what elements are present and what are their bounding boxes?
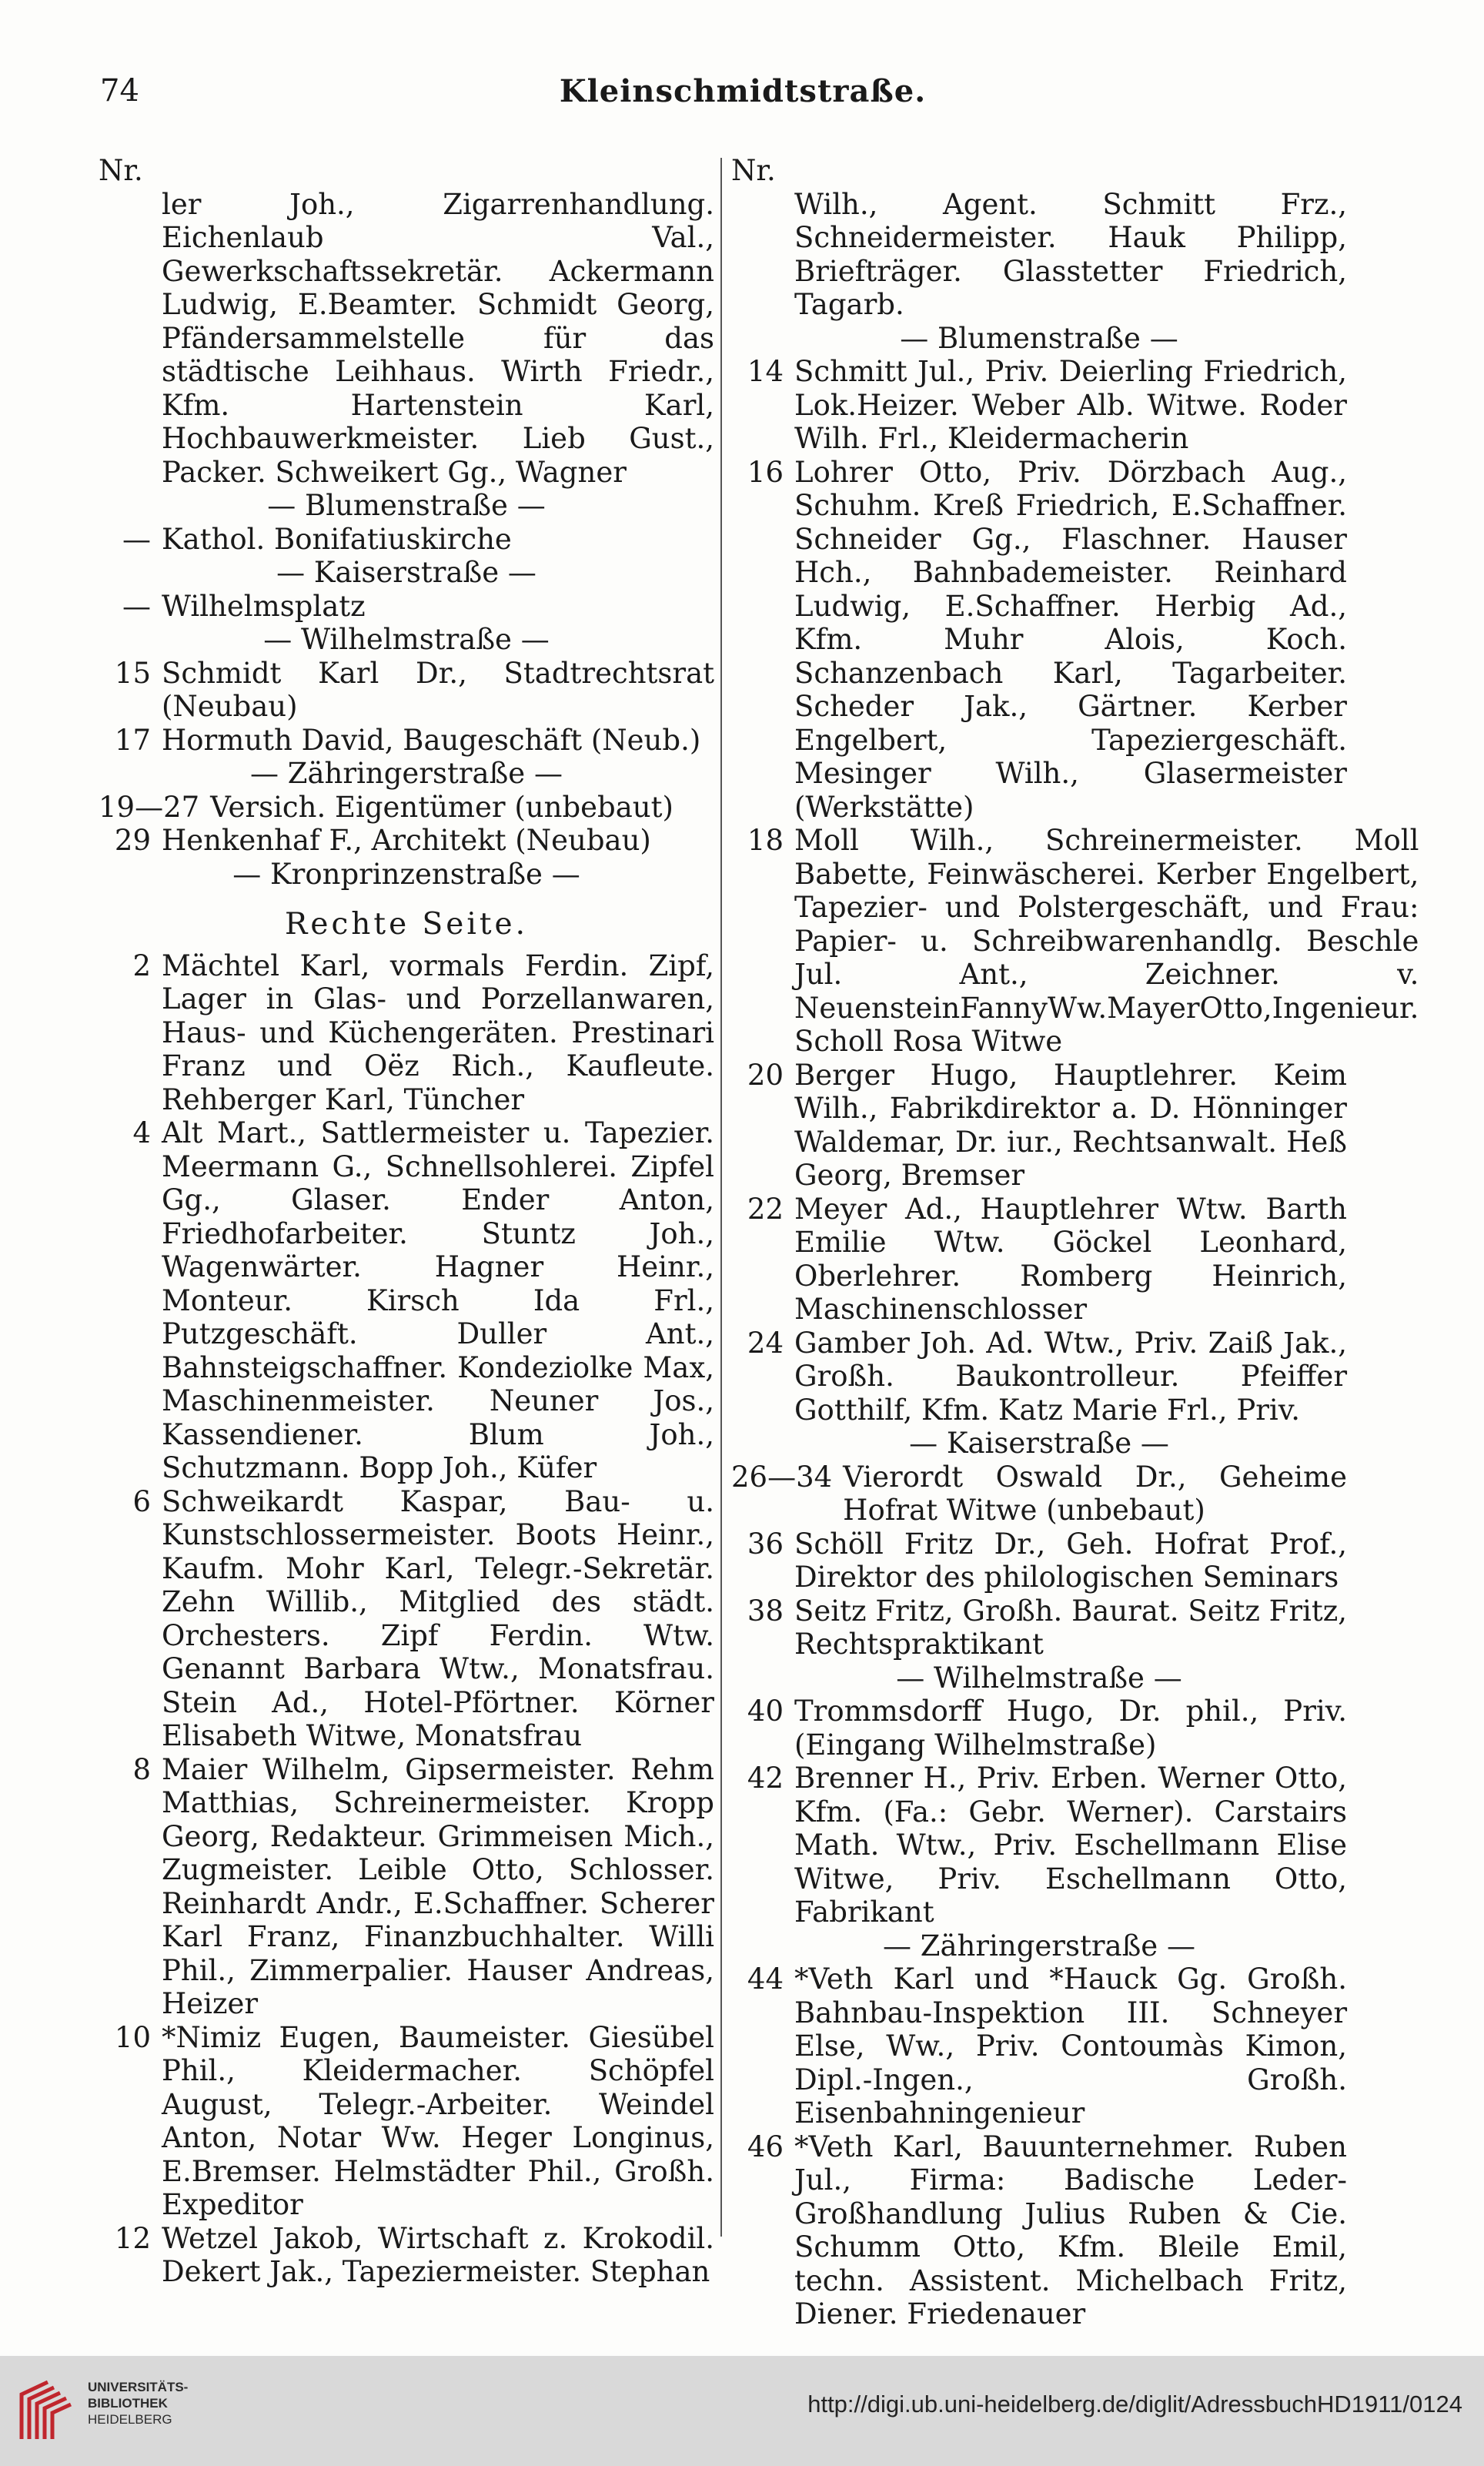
- address-entry: [731, 1695, 1347, 1762]
- entry-text: Wetzel Jakob, Wirtschaft z. Krokodil. Dekert Jak., Tapeziermeister. Stephan: [162, 2221, 714, 2288]
- house-number: 8: [132, 1752, 151, 1786]
- library-logo-text: UNIVERSITÄTS- BIBLIOTHEK HEIDELBERG: [88, 2380, 189, 2427]
- address-entry: [731, 1461, 1347, 1527]
- address-entry: [99, 1753, 714, 2021]
- library-logo[interactable]: [17, 2373, 194, 2450]
- house-number: 20: [747, 1058, 784, 1092]
- street-heading: — Blumenstraße —: [267, 489, 546, 522]
- column-divider: [720, 158, 722, 2237]
- entry-text: Gamber Joh. Ad. Wtw., Priv. Zaiß Jak., Großh. Baukontrolleur. Pfeiffer Gotthilf, Kfm. Katz Marie Frl., Priv.: [794, 1326, 1347, 1427]
- house-number: 17: [114, 723, 151, 757]
- entry-text: Schmidt Karl Dr., Stadtrechtsrat (Neubau): [162, 656, 714, 723]
- street-heading: — Blumenstraße —: [900, 321, 1178, 355]
- street-heading: — Wilhelmstraße —: [263, 623, 550, 656]
- house-number: 38: [747, 1594, 784, 1628]
- entry-text: Wilhelmsplatz: [162, 589, 366, 623]
- house-number: 14: [747, 355, 784, 388]
- entry-text: *Nimiz Eugen, Baumeister. Giesübel Phil., Kleidermacher. Schöpfel August, Telegr.-Arbeiter. Weindel Anton, Notar Ww. Heger Longinus, E.Bremser. Helmstädter Phil., Großh. Expeditor: [162, 2020, 714, 2221]
- house-number: 15: [114, 656, 151, 690]
- house-number: 22: [747, 1192, 784, 1226]
- page-header: [100, 73, 1385, 119]
- source-url-link[interactable]: http://digi.ub.uni-heidelberg.de/diglit/AdressbuchHD1911/0124: [807, 2391, 1462, 2417]
- entry-text: Brenner H., Priv. Erben. Werner Otto, Kfm. (Fa.: Gebr. Werner). Carstairs Math. Wtw., Priv. Eschellmann Elise Witwe, Priv. Eschellmann Otto, Fabrikant: [794, 1762, 1347, 1929]
- entry-text: Kathol. Bonifatiuskirche: [162, 522, 512, 556]
- entry-text: Seitz Fritz, Großh. Baurat. Seitz Fritz, Rechtspraktikant: [794, 1594, 1347, 1661]
- address-entry: [99, 2222, 714, 2289]
- address-entry: [731, 2130, 1347, 2331]
- page-number: 74: [100, 73, 139, 109]
- street-heading: — Kaiserstraße —: [276, 556, 536, 589]
- house-number: 29: [114, 824, 151, 857]
- address-entry: [731, 1962, 1347, 2130]
- library-logo-icon: [17, 2377, 74, 2444]
- street-heading: — Kaiserstraße —: [909, 1427, 1169, 1460]
- address-entry: [99, 2021, 714, 2222]
- nr-label: Nr.: [731, 154, 776, 187]
- house-number: 36: [747, 1527, 784, 1561]
- entry-text: Lohrer Otto, Priv. Dörzbach Aug., Schuhm. Kreß Friedrich, E.Schaffner. Schneider Gg., Flaschner. Hauser Hch., Bahnbademeister. Reinhard Ludwig, E.Schaffner. Herbig Ad., Kfm. Muhr Alois, Koch. Schanzenbach Karl, Tagarbeiter. Scheder Jak., Gärtner. Kerber Engelbert, Tapeziergeschäft. Mesinger Wilh., Glasermeister (Werkstätte): [794, 455, 1347, 824]
- entry-text: Berger Hugo, Hauptlehrer. Keim Wilh., Fabrikdirektor a. D. Hönninger Waldemar, Dr. iur., Rechtsanwalt. Heß Georg, Bremser: [794, 1058, 1347, 1192]
- street-heading: — Wilhelmstraße —: [896, 1661, 1182, 1695]
- house-number: 24: [747, 1326, 784, 1360]
- house-number: 42: [747, 1762, 784, 1795]
- house-number: 12: [114, 2221, 151, 2255]
- house-number: 46: [747, 2130, 784, 2163]
- entry-text: ler Joh., Zigarrenhandlung. Eichenlaub Val., Gewerkschaftssekretär. Ackermann Ludwig, E.Beamter. Schmidt Georg, Pfändersammelstelle für das städtische Leihhaus. Wirth Friedr., Kfm. Hartenstein Karl, Hochbauwerkmeister. Lieb Gust., Packer. Schweikert Gg., Wagner: [162, 187, 714, 489]
- continuation-entry: [731, 188, 1347, 322]
- house-number: 4: [132, 1116, 151, 1149]
- running-title: Kleinschmidtstraße.: [559, 73, 927, 109]
- address-entry: [731, 1527, 1347, 1594]
- entry-text: Meyer Ad., Hauptlehrer Wtw. Barth Emilie Wtw. Göckel Leonhard, Oberlehrer. Romberg Heinrich, Maschinenschlosser: [794, 1192, 1347, 1326]
- address-entry: [99, 590, 714, 624]
- house-number: 18: [747, 824, 784, 857]
- address-entry: [99, 523, 714, 557]
- street-heading: — Kronprinzenstraße —: [232, 857, 580, 891]
- address-entry: [731, 1327, 1347, 1427]
- house-number: 26—34: [731, 1460, 833, 1494]
- street-heading: — Zähringerstraße —: [250, 757, 563, 790]
- entry-text: Maier Wilhelm, Gipsermeister. Rehm Matthias, Schreinermeister. Kropp Georg, Redakteur. Grimmeisen Mich., Zugmeister. Leible Otto, Schlosser. Reinhardt Andr., E.Schaffner. Scherer Karl Franz, Finanzbuchhalter. Willi Phil., Zimmerpalier. Hauser Andreas, Heizer: [162, 1752, 714, 2020]
- entry-text: Trommsdorff Hugo, Dr. phil., Priv. (Eingang Wilhelmstraße): [794, 1695, 1347, 1762]
- address-entry: [731, 1762, 1347, 1929]
- address-entry: [731, 456, 1347, 825]
- address-entry: [731, 824, 1419, 1059]
- address-entry: [731, 1059, 1347, 1193]
- address-entry: [731, 1193, 1347, 1327]
- address-entry: [99, 657, 714, 724]
- right-column: [731, 154, 1419, 2331]
- entry-text: *Veth Karl, Bauunternehmer. Ruben Jul., Firma: Badische Leder-Großhandlung Julius Ruben & Cie. Schumm Otto, Kfm. Bleile Emil, techn. Assistent. Michelbach Fritz, Diener. Friedenauer: [794, 2130, 1347, 2330]
- entry-text: Schöll Fritz Dr., Geh. Hofrat Prof., Direktor des philologischen Seminars: [794, 1527, 1347, 1594]
- footer-bar: [0, 2356, 1484, 2466]
- left-column: [99, 154, 714, 2289]
- house-number: 16: [747, 455, 784, 489]
- entry-text: *Veth Karl und *Hauck Gg. Großh. Bahnbau-Inspektion III. Schneyer Else, Ww., Priv. Contoumàs Kimon, Dipl.-Ingen., Großh. Eisenbahningenieur: [794, 1962, 1347, 2130]
- address-entry: [99, 1485, 714, 1753]
- address-entry: [731, 1594, 1347, 1661]
- address-entry: [99, 791, 714, 825]
- entry-text: Wilh., Agent. Schmitt Frz., Schneidermeister. Hauk Philipp, Briefträger. Glasstetter Friedrich, Tagarb.: [794, 187, 1347, 321]
- house-number: 6: [132, 1484, 151, 1518]
- entry-text: Moll Wilh., Schreinermeister. Moll Babette, Feinwäscherei. Kerber Engelbert, Tapezier- und Polstergeschäft, und Frau: Papier- u. Schreibwarenhandlg. Beschle Jul. Ant., Zeichner. v. NeuensteinFannyWw.MayerOtto,Ingenieur. Scholl Rosa Witwe: [794, 824, 1419, 1058]
- entry-text: Schmitt Jul., Priv. Deierling Friedrich, Lok.Heizer. Weber Alb. Witwe. Roder Wilh. Frl., Kleidermacherin: [794, 355, 1347, 455]
- house-number: —: [122, 589, 151, 623]
- house-number: 44: [747, 1962, 784, 1996]
- street-heading: — Zähringerstraße —: [883, 1929, 1195, 1962]
- house-number: 2: [132, 949, 151, 982]
- entry-text: Mächtel Karl, vormals Ferdin. Zipf, Lager in Glas- und Porzellanwaren, Haus- und Küchengeräten. Prestinari Franz und Oëz Rich., Kaufleute. Rehberger Karl, Tüncher: [162, 949, 714, 1116]
- side-title: Rechte Seite.: [285, 907, 528, 942]
- house-number: 10: [114, 2020, 151, 2054]
- entry-text: Hormuth David, Baugeschäft (Neub.): [162, 723, 701, 757]
- house-number: —: [122, 522, 151, 556]
- entry-text: Alt Mart., Sattlermeister u. Tapezier. Meermann G., Schnellsohlerei. Zipfel Gg., Glaser. Ender Anton, Friedhofarbeiter. Stuntz Joh., Wagenwärter. Hagner Heinr., Monteur. Kirsch Ida Frl., Putzgeschäft. Duller Ant., Bahnsteigschaffner. Kondeziolke Max, Maschinenmeister. Neuner Jos., Kassendiener. Blum Joh., Schutzmann. Bopp Joh., Küfer: [162, 1116, 714, 1484]
- address-entry: [99, 1116, 714, 1485]
- entry-text: Vierordt Oswald Dr., Geheime Hofrat Witwe (unbebaut): [843, 1460, 1347, 1527]
- nr-label: Nr.: [99, 154, 143, 187]
- address-entry: [99, 724, 714, 758]
- entry-text: Schweikardt Kaspar, Bau- u. Kunstschlossermeister. Boots Heinr., Kaufm. Mohr Karl, Telegr.-Sekretär. Zehn Willib., Mitglied des städt. Orchesters. Zipf Ferdin. Wtw. Genannt Barbara Wtw., Monatsfrau. Stein Ad., Hotel-Pförtner. Körner Elisabeth Witwe, Monatsfrau: [162, 1484, 714, 1752]
- entry-text: Henkenhaf F., Architekt (Neubau): [162, 824, 651, 857]
- house-number: 40: [747, 1695, 784, 1728]
- address-entry: [99, 824, 714, 858]
- continuation-entry: [99, 188, 714, 490]
- entry-text: Versich. Eigentümer (unbebaut): [210, 790, 673, 824]
- address-entry: [99, 949, 714, 1117]
- house-number: 19—27: [99, 790, 200, 824]
- address-entry: [731, 355, 1347, 456]
